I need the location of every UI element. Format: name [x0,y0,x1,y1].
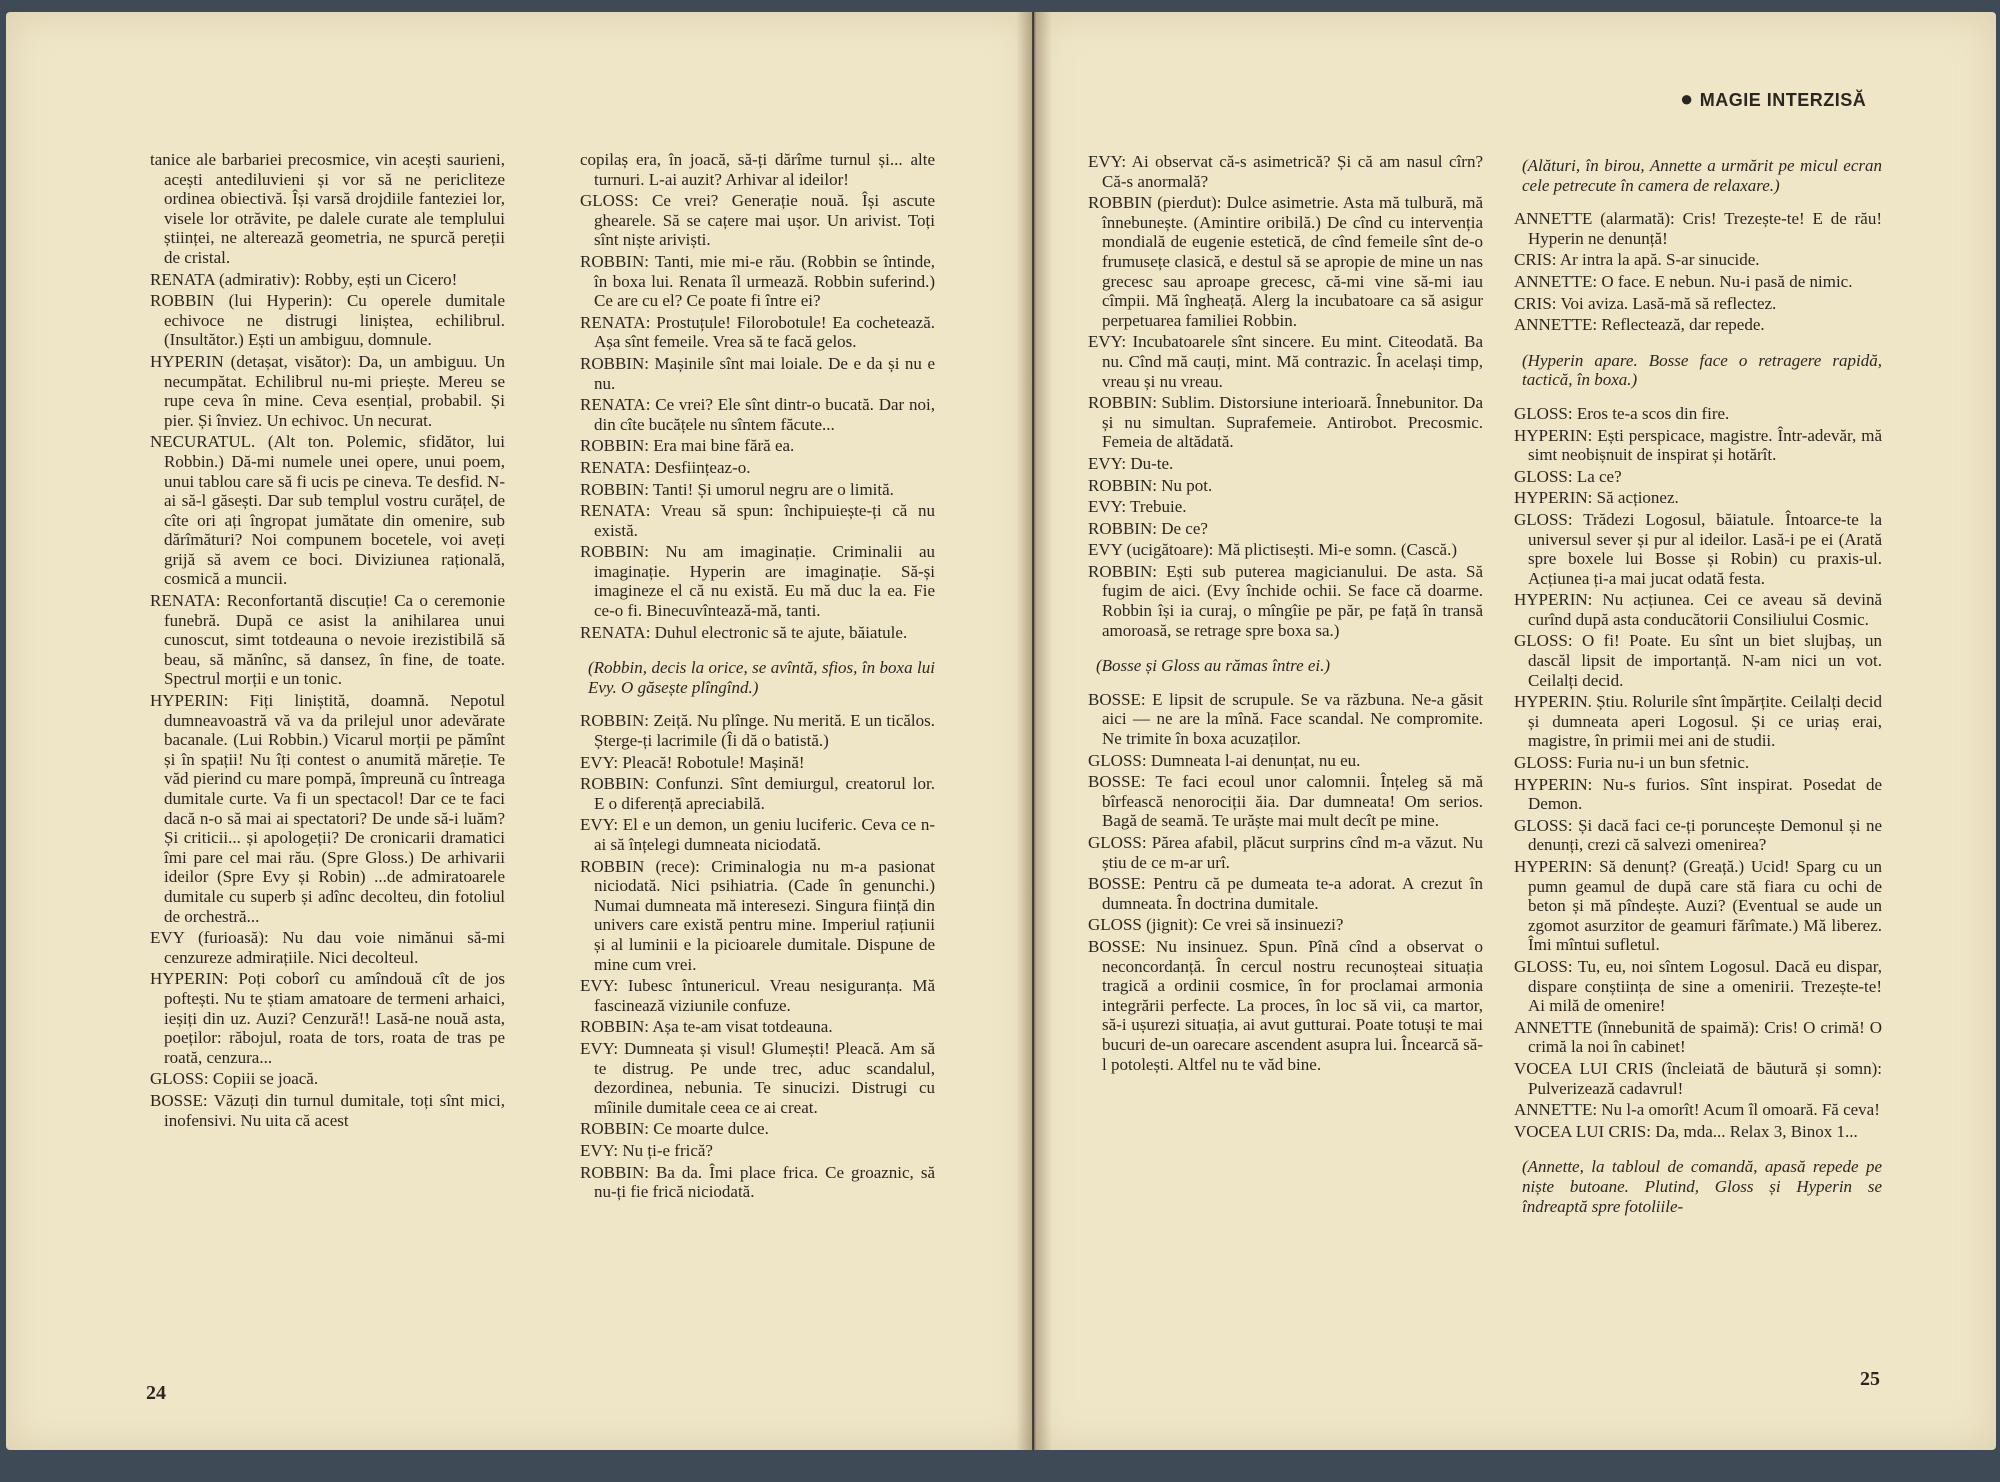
dialogue-line: ROBBIN: Zeiță. Nu plînge. Nu merită. E un ticălos. Șterge-ți lacrimile (Îi dă o batistă.) [580,711,935,751]
dialogue-line: ROBBIN: Ba da. Îmi place frica. Ce groaznic, să nu-ți fie frică niciodată. [580,1162,935,1202]
dialogue-line: ROBBIN: De ce? [1088,518,1208,538]
dialogue-line: GLOSS: La ce? [1514,466,1622,486]
right-page-column-1 [1088,152,1483,1352]
dialogue-line: EVY (ucigătoare): Mă plictisești. Mi-e somn. (Cască.) [1088,540,1458,560]
dialogue-line: GLOSS: Dumneata l-ai denunțat, nu eu. [1088,750,1361,770]
dialogue-line: ROBBIN: Nu am imaginație. Criminalii au imaginație. Hyperin are imaginație. Să-și imagineze el că nu există. Eu mă duc la ea. Fie ce-o fi. Binecuvîntează-mă, tanti. [580,542,935,621]
dialogue-line: GLOSS: Părea afabil, plăcut surprins cînd m-a văzut. Nu știu de ce m-ar urî. [1088,833,1483,872]
dialogue-line: GLOSS: Copiii se joacă. [150,1069,319,1089]
dialogue-line: ROBBIN: Ești sub puterea magicianului. De asta. Să fugim de aici. (Evy închide ochii. Se face că doarme. Robbin își ia curaj, o mîngîie pe păr, pe față în transă amoroasă, se retrage spre boxa sa.) [1088,561,1483,640]
dialogue-line: ROBBIN: Sublim. Distorsiune interioară. Înnebunitor. Da și nu simultan. Suprafemeie. Antirobot. Precosmic. Femeia de altădată. [1088,393,1483,452]
right-page-column-2 [1514,140,1882,1355]
dialogue-line: RENATA (admirativ): Robby, ești un Cicero! [150,269,458,289]
dialogue-line: HYPERIN: Să acționez. [1514,488,1679,508]
dialogue-line: ROBBIN: Ce moarte dulce. [580,1119,769,1139]
dialogue-line: ANNETTE (înnebunită de spaimă): Cris! O crimă! O crimă la noi în cabinet! [1514,1017,1882,1057]
dialogue-line: GLOSS: Tu, eu, noi sîntem Logosul. Dacă eu dispar, dispare conștiința de sine a omenirii. Trezește-te! Ai milă de omenire! [1514,956,1882,1016]
page-number-right: 25 [1860,1368,1880,1390]
dialogue-line: GLOSS (jignit): Ce vrei să insinuezi? [1088,915,1344,935]
dialogue-line: EVY: Incubatoarele sînt sincere. Eu mint. Citeodată. Ba nu. Cînd mă cauți, mint. Mă contrazic. În același timp, vreau și nu vreau. [1088,332,1483,391]
dialogue-line: HYPERIN: Ești perspicace, magistre. Într-adevăr, mă simt neobișnuit de inspirat și hotărît. [1514,425,1882,465]
dialogue-line: GLOSS: Și dacă faci ce-ți poruncește Demonul și ne denunți, crezi că salvezi omenirea? [1514,815,1882,855]
dialogue-line: ROBBIN (pierdut): Dulce asimetrie. Asta mă tulbură, mă înnebunește. (Amintire oribilă.) De cînd cu intervenția mondială de eugenie estetică, de cînd femeile sînt de-o frumusețe clasică, e destul să se apropie de mine un nas grecesc sau aproape grecesc, că-mi vine să-mi iau cîmpii. Mă îngheață. Alerg la incubatoare ca să asigur perpetuarea familiei Robbin. [1088,193,1483,330]
dialogue-line: RENATA: Reconfortantă discuție! Ca o ceremonie funebră. După ce asist la anihilarea unui cunoscut, simt totdeauna o nevoie irezistibilă să beau, să mănînc, să dansez, în fine, de toate. Spectrul morții e un tonic. [150,591,505,689]
dialogue-line: ROBBIN: Așa te-am visat totdeauna. [580,1017,833,1037]
dialogue-line: BOSSE: Văzuți din turnul dumitale, toți sînt mici, inofensivi. Nu uita că acest [150,1090,505,1130]
dialogue-line: ANNETTE: O face. E nebun. Nu-i pasă de nimic. [1514,271,1853,291]
dialogue-line: EVY: Dumneata și visul! Glumești! Pleacă. Am să te distrug. Pe unde trec, aduc scandalul, dezordinea, nebunia. Te sinucizi. Distrugi cu mîinile dumitale ceea ce ai creat. [580,1038,935,1117]
dialogue-line: BOSSE: Pentru că pe dumeata te-a adorat. A crezut în dumneata. În doctrina dumitale. [1088,874,1483,913]
dialogue-line: CRIS: Voi aviza. Lasă-mă să reflectez. [1514,293,1777,313]
dialogue-line: ANNETTE (alarmată): Cris! Trezește-te! E de rău! Hyperin ne denunță! [1514,209,1882,248]
dialogue-line: EVY: Iubesc întunericul. Vreau nesiguranța. Mă fascinează viziunile confuze. [580,976,935,1015]
dialogue-line: HYPERIN: Fiți liniștită, doamnă. Nepotul dumneavoastră vă va da prilejul unor adevărate bacanale. (Lui Robbin.) Vicarul morții pe pămînt și în spații! Nu îți contest o anumită măreție. Te văd pierind cu mare pompă, împreună cu întreaga dumitale curte. Va fi un spectacol! Dar ce te faci dacă n-o să mai ai spectatori? De unde să-i luăm? Și criticii... și apologeții? De cronicarii dramatici îmi pare cel mai rău. (Spre Gloss.) De arhivarii ideilor (Spre Evy și Robin) ...de admiratoarele dumitale cu superb și adînc decolteu, din fotoliul de orchestră... [150,691,505,926]
dialogue-line: HYPERIN: Nu-s furios. Sînt inspirat. Posedat de Demon. [1514,774,1882,814]
dialogue-line: RENATA: Desființeaz-o. [580,457,751,477]
dialogue-line: (Hyperin apare. Bosse face o retragere rapidă, tactică, în boxa.) [1522,350,1882,390]
dialogue-line: VOCEA LUI CRIS: Da, mda... Relax 3, Binox 1... [1514,1121,1858,1141]
dialogue-line: GLOSS: O fi! Poate. Eu sînt un biet slujbaș, un dascăl lipsit de importanță. N-am nici un vot. Ceilalți decid. [1514,631,1882,690]
dialogue-line: ROBBIN (rece): Criminalogia nu m-a pasionat niciodată. Nici psihiatria. (Cade în genunchi.) Numai dumneata mă interesezi. Singura ființă din univers care există pentru mine. Imperiul rațiunii și al luminii e la picioarele dumitale. Dispune de mine cum vrei. [580,856,935,974]
dialogue-line: HYPERIN: Să denunț? (Greață.) Ucid! Sparg cu un pumn geamul de după care stă fiara cu ochi de beton și mă pîndește. Auzi? (Eventual se aude un zgomot asurzitor de geamuri fărîmate.) Mă liberez. Îmi mîntui sufletul. [1514,857,1882,955]
dialogue-line: copilaș era, în joacă, să-ți dărîme turnul și... alte turnuri. L-ai auzit? Arhivar al ideilor! [580,150,935,189]
dialogue-line: (Annette, la tabloul de comandă, apasă repede pe niște butoane. Plutind, Gloss și Hyperin se îndreaptă spre fotoliile- [1522,1157,1882,1216]
dialogue-line: VOCEA LUI CRIS (încleiată de băutură și somn): Pulverizează cadavrul! [1514,1058,1882,1098]
book-gutter [1016,12,1052,1450]
dialogue-line: GLOSS: Furia nu-i un bun sfetnic. [1514,753,1750,773]
dialogue-line: EVY: Trebuie. [1088,497,1187,517]
dialogue-line: EVY: El e un demon, un geniu luciferic. Ceva ce n-ai să înțelegi dumneata niciodată. [580,815,935,854]
dialogue-line: BOSSE: Nu insinuez. Spun. Pînă cînd a observat o neconcordanță. În cercul nostru recunoșteai situația tragică a ordinii cosmice, în for proclamai armonia integrării perfecte. La proces, în loc să vii, ca martor, să-i ușurezi situația, ai avut gutturai. Poate totuși te mai bucuri de-un oarecare ascendent asupra lui. Încearcă să-l potolești. Altfel nu te văd bine. [1088,936,1483,1074]
dialogue-line: HYPERIN: Poți coborî cu amîndouă cît de jos poftești. Nu te știam amatoare de termeni arhaici, ieșiți din uz. Auzi? Cenzură!! Lasă-ne nouă asta, poeților: răbojul, roata de tors, roata de tras pe roată, cenzura... [150,969,505,1067]
dialogue-line: GLOSS: Trădezi Logosul, băiatule. Întoarce-te la universul sever și pur al ideilor. Lasă-i pe ei (Arată spre boxele lui Bosse și Robin) cu praxis-ul. Acțiunea ți-a mai jucat odată festa. [1514,509,1882,588]
dialogue-line: RENATA: Vreau să spun: închipuiește-ți că nu există. [580,501,935,540]
dialogue-line: RENATA: Duhul electronic să te ajute, băiatule. [580,622,908,642]
dialogue-line: ROBBIN: Tanti! Și umorul negru are o limită. [580,479,894,499]
left-page-column-2 [580,150,935,1350]
dialogue-line: HYPERIN (detașat, visător): Da, un ambiguu. Un necumpătat. Echilibrul nu-mi priește. Mereu se rupe ceva în mine. Ceva esențial, probabil. Și pier. Și înviez. Un echivoc. Un necurat. [150,351,505,430]
dialogue-line: EVY (furioasă): Nu dau voie nimănui să-mi cenzureze admirațiile. Nici decolteul. [150,928,505,967]
dialogue-line: HYPERIN. Știu. Rolurile sînt împărțite. Ceilalți decid și dumneata aperi Logosul. Și ce uriaș erai, magistre, în primii mei ani de studii. [1514,692,1882,751]
dialogue-line: EVY: Ai observat că-s asimetrică? Și că am nasul cîrn? Că-s anormală? [1088,152,1483,191]
dialogue-line: (Bosse și Gloss au rămas între ei.) [1096,656,1331,676]
dialogue-line: HYPERIN: Nu acțiunea. Cei ce aveau să devină curînd după asta conducătorii Consiliului Cosmic. [1514,590,1882,629]
dialogue-line: ROBBIN: Confunzi. Sînt demiurgul, creatorul lor. E o diferență apreciabilă. [580,774,935,813]
dialogue-line: BOSSE: E lipsit de scrupule. Se va răzbuna. Ne-a găsit aici — ne are la mînă. Face scandal. Ne compromite. Ne trimite în boxa acuzaților. [1088,689,1483,749]
dialogue-line: (Alături, în birou, Annette a urmărit pe micul ecran cele petrecute în camera de relaxare.) [1522,156,1882,195]
dialogue-line: EVY: Pleacă! Robotule! Mașină! [580,752,805,772]
dialogue-line: BOSSE: Te faci ecoul unor calomnii. Înțeleg să mă bîrfească nenorociții ăia. Dar dumneata! Om serios. Bagă de seamă. Te urăște mai mult decît pe mine. [1088,772,1483,831]
dialogue-line: GLOSS: Eros te-a scos din fire. [1514,403,1730,423]
dialogue-line: ROBBIN (lui Hyperin): Cu operele dumitale echivoce ne distrugi liniștea, echilibrul. (Insultător.) Ești un ambiguu, domnule. [150,291,505,350]
dialogue-line: tanice ale barbariei precosmice, vin acești saurieni, acești antediluvieni și vor să ne pericliteze ordinea obiectivă. Își varsă drojdiile fanteziei lor, visele lor otrăvite, pe dalele curate ale templului științei, ne alterează geometria, ne spurcă pereții de cristal. [150,150,505,267]
page-number-left: 24 [146,1382,166,1404]
dialogue-line: EVY: Nu ți-e frică? [580,1140,713,1160]
dialogue-line: EVY: Du-te. [1088,453,1174,473]
dialogue-line: CRIS: Ar intra la apă. S-ar sinucide. [1514,250,1760,270]
dialogue-line: NECURATUL. (Alt ton. Polemic, sfidător, lui Robbin.) Dă-mi numele unei opere, unui poem, unui tablou care să fi ucis pe cineva. Te desfid. N-ai să-l găsești. Dar sub templul vostru curățel, de cîte ori ați îngropat jumătate din omenire, sub dărîmături? Noi compunem bocetele, voi aveți grijă să avem ce boci. Diviziunea rațională, cosmică a muncii. [150,432,505,589]
bullet-icon: ● [1680,86,1694,111]
dialogue-line: ROBBIN: Nu pot. [1088,475,1213,495]
dialogue-line: ROBBIN: Era mai bine fără ea. [580,436,795,456]
dialogue-line: (Robbin, decis la orice, se avîntă, sfios, în boxa lui Evy. O găsește plîngînd.) [588,658,935,697]
left-page-column-1 [150,150,505,1350]
dialogue-line: RENATA: Ce vrei? Ele sînt dintr-o bucată. Dar noi, din cîte bucățele nu sîntem făcute... [580,395,935,434]
dialogue-line: ROBBIN: Tanti, mie mi-e rău. (Robbin se întinde, în boxa lui. Renata îl urmează. Robbin suferind.) Ce are cu el? Ce poate fi între ei? [580,251,935,311]
dialogue-line: ANNETTE: Nu l-a omorît! Acum îl omoară. Fă ceva! [1514,1100,1880,1120]
dialogue-line: ROBBIN: Mașinile sînt mai loiale. De e da și nu e nu. [580,353,935,393]
running-header-text: MAGIE INTERZISĂ [1699,90,1867,110]
running-header [1680,86,1880,112]
dialogue-line: GLOSS: Ce vrei? Generație nouă. Își ascute ghearele. Să se cațere mai ușor. Un arivist. Toți sînt niște ariviști. [580,191,935,250]
dialogue-line: RENATA: Prostuțule! Filorobotule! Ea cochetează. Așa sînt femeile. Vrea să te facă gelos. [580,312,935,352]
dialogue-line: ANNETTE: Reflectează, dar repede. [1514,315,1765,335]
